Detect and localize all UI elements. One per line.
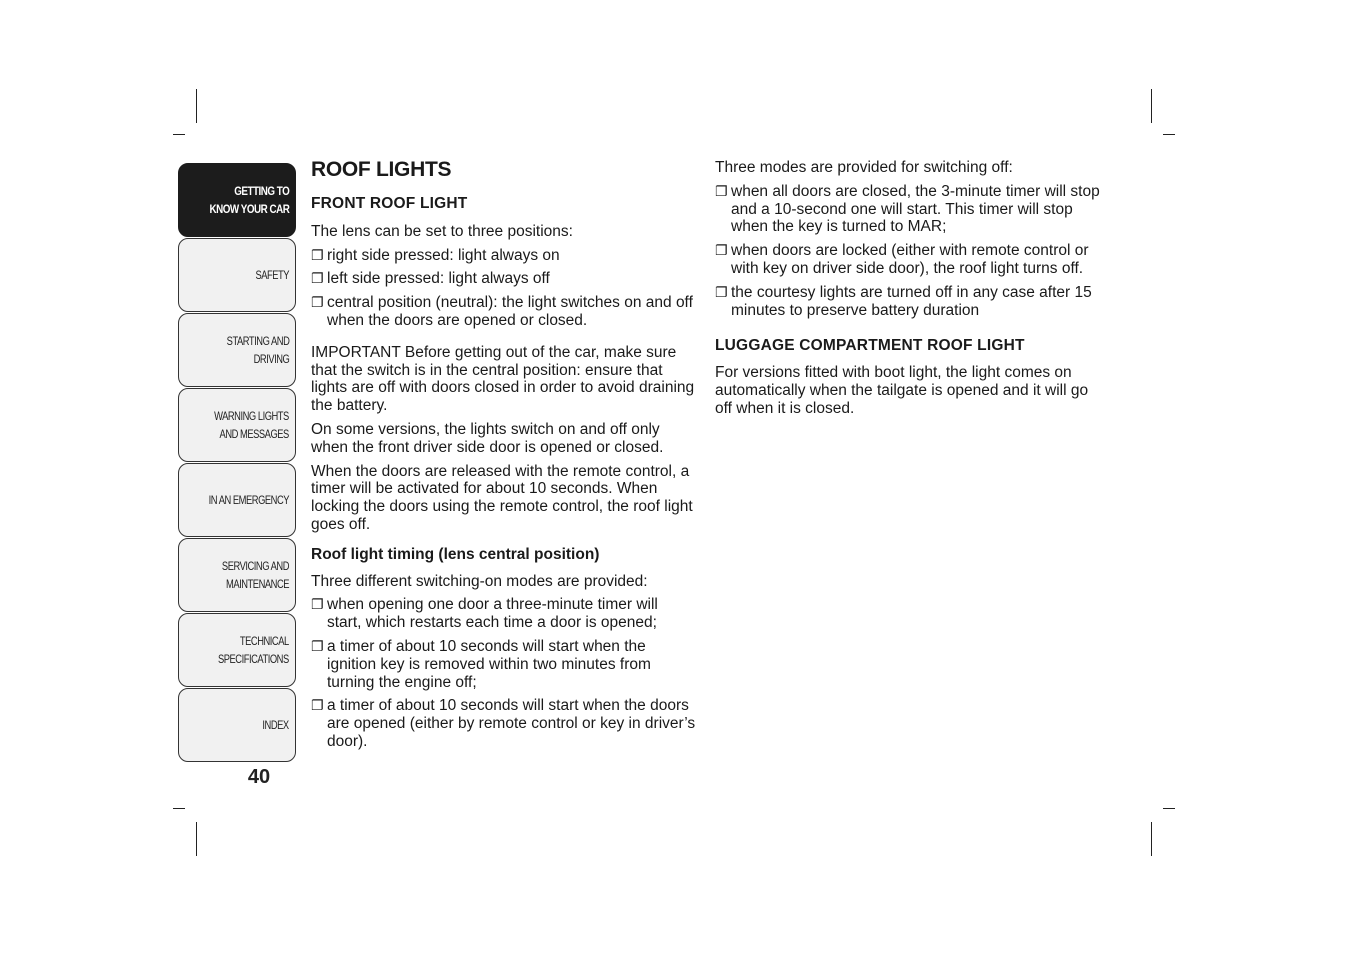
luggage-compartment-heading: LUGGAGE COMPARTMENT ROOF LIGHT — [715, 337, 1025, 355]
bullet-list — [311, 596, 696, 750]
tab-label: WARNING LIGHTS AND MESSAGES — [214, 409, 289, 441]
roof-light-timing-heading: Roof light timing (lens central position) — [311, 545, 600, 563]
crop-mark — [1163, 134, 1175, 135]
paragraph: The lens can be set to three positions: — [311, 222, 573, 240]
list-item: ❐ central position (neutral): the light switches on and off when the doors are opened or closed. — [311, 294, 693, 329]
crop-mark — [196, 822, 197, 856]
left-column — [311, 157, 696, 757]
tab-technical-specifications[interactable] — [178, 613, 296, 687]
tab-servicing-and-maintenance[interactable] — [178, 538, 296, 612]
checkbox-bullet-icon: ❐ — [311, 270, 324, 287]
bullet-list — [715, 183, 1100, 320]
list-item: ❐ a timer of about 10 seconds will start when the ignition key is removed within two minutes from turning the engine off; — [311, 637, 651, 691]
list-item: ❐ the courtesy lights are turned off in any case after 15 minutes to preserve battery duration — [715, 283, 1092, 319]
section-title: ROOF LIGHTS — [311, 158, 452, 181]
tab-warning-lights[interactable] — [178, 388, 296, 462]
tab-safety[interactable] — [178, 238, 296, 312]
checkbox-bullet-icon: ❐ — [715, 182, 728, 199]
front-roof-light-heading: FRONT ROOF LIGHT — [311, 195, 468, 212]
bullet-list — [311, 247, 696, 330]
checkbox-bullet-icon: ❐ — [311, 294, 324, 311]
tab-label: IN AN EMERGENCY — [208, 493, 289, 507]
tab-getting-to-know-your-car[interactable] — [178, 163, 296, 237]
tab-label: INDEX — [262, 718, 289, 732]
list-item: ❐ when all doors are closed, the 3-minute timer will stop and a 10-second one will start. This timer will stop when the key is turned to MAR; — [715, 182, 1100, 236]
checkbox-bullet-icon: ❐ — [715, 283, 728, 300]
important-note: IMPORTANT Before getting out of the car, make sure that the switch is in the central position: ensure that lights are off with doors closed in order to avoid draining the battery. — [311, 343, 695, 415]
right-column — [715, 159, 1100, 424]
tab-starting-and-driving[interactable] — [178, 313, 296, 387]
crop-mark — [1163, 808, 1175, 809]
checkbox-bullet-icon: ❐ — [311, 637, 324, 654]
tab-index[interactable] — [178, 688, 296, 762]
list-item: ❐ when doors are locked (either with remote control or with key on driver side door), the roof light turns off. — [715, 242, 1089, 277]
checkbox-bullet-icon: ❐ — [311, 596, 324, 613]
checkbox-bullet-icon: ❐ — [311, 697, 324, 714]
crop-mark — [1151, 822, 1152, 856]
list-item: ❐ right side pressed: light always on — [311, 246, 560, 264]
tab-label: SAFETY — [255, 268, 289, 282]
tab-in-an-emergency[interactable] — [178, 463, 296, 537]
paragraph: When the doors are released with the remote control, a timer will be activated for about 10 seconds. When locking the doors using the remote control, the roof light goes off. — [311, 462, 693, 533]
crop-mark — [173, 134, 185, 135]
list-item: ❐ when opening one door a three-minute timer will start, which restarts each time a door is opened; — [311, 596, 658, 632]
paragraph: On some versions, the lights switch on and off only when the front driver side door is opened or closed. — [311, 420, 664, 456]
crop-mark — [196, 89, 197, 123]
tab-label: GETTING TO KNOW YOUR CAR — [209, 184, 289, 216]
list-item: ❐ left side pressed: light always off — [311, 270, 550, 288]
crop-mark — [173, 808, 185, 809]
crop-mark — [1151, 89, 1152, 123]
paragraph: For versions fitted with boot light, the light comes on automatically when the tailgate is opened and it will go off when it is closed. — [715, 364, 1089, 417]
tab-label: TECHNICAL SPECIFICATIONS — [218, 634, 289, 666]
tab-label: STARTING AND DRIVING — [226, 334, 289, 366]
page-number: 40 — [247, 766, 271, 788]
checkbox-bullet-icon: ❐ — [715, 242, 728, 259]
checkbox-bullet-icon: ❐ — [311, 246, 324, 263]
list-item: ❐ a timer of about 10 seconds will start when the doors are opened (either by remote control or key in driver’s door). — [311, 697, 696, 750]
paragraph: Three modes are provided for switching off: — [715, 159, 1013, 176]
paragraph: Three different switching-on modes are provided: — [311, 572, 648, 590]
tab-label: SERVICING AND MAINTENANCE — [221, 559, 289, 591]
